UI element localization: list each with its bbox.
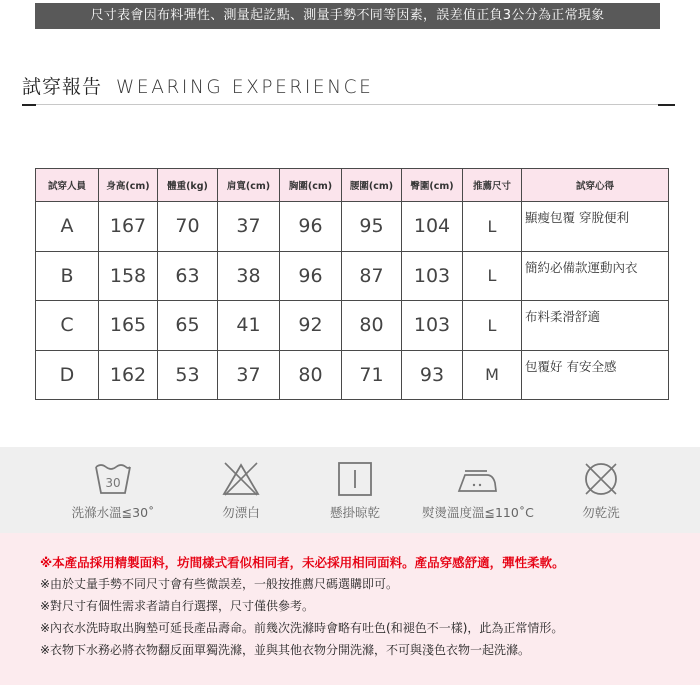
cell-feedback: 布料柔滑舒適	[522, 301, 669, 351]
cell-feedback: 包覆好 有安全感	[522, 350, 669, 400]
cell-height: 162	[99, 350, 158, 400]
cell-shoulder: 37	[218, 350, 280, 400]
header-recommended-size: 推薦尺寸	[463, 169, 522, 202]
no-bleach-icon	[221, 461, 261, 497]
cell-size: L	[463, 251, 522, 301]
cell-waist: 80	[342, 301, 402, 351]
care-label: 懸掛晾乾	[329, 505, 380, 520]
title-divider-accent-left	[22, 104, 36, 106]
cell-tester: D	[36, 350, 99, 400]
cell-size: L	[463, 301, 522, 351]
cell-shoulder: 38	[218, 251, 280, 301]
wash-30-icon	[93, 461, 133, 497]
cell-weight: 63	[158, 251, 218, 301]
cell-hip: 103	[402, 251, 463, 301]
cell-height: 167	[99, 202, 158, 252]
care-label: 熨燙溫度溫≦110˚C	[422, 505, 534, 520]
section-title-zh: 試穿報告	[22, 76, 103, 98]
cell-feedback: 顯瘦包覆 穿脫便利	[522, 202, 669, 252]
care-item-bleach	[186, 461, 296, 521]
care-label: 勿漂白	[222, 505, 260, 520]
cell-weight: 70	[158, 202, 218, 252]
note-washing-pad: ※內衣水洗時取出胸墊可延長產品壽命。前幾次洗滌時會略有吐色(和褪色不一樣)，此為正常情形。	[40, 621, 564, 635]
iron-low-icon	[455, 461, 499, 497]
cell-hip: 103	[402, 301, 463, 351]
header-chest: 胸圍(cm)	[280, 169, 342, 202]
header-tester: 試穿人員	[36, 169, 99, 202]
section-title	[22, 72, 373, 102]
care-label: 勿乾洗	[582, 505, 620, 520]
cell-size: M	[463, 350, 522, 400]
cell-shoulder: 37	[218, 202, 280, 252]
title-divider-accent-right	[658, 104, 675, 106]
cell-size: L	[463, 202, 522, 252]
cell-weight: 65	[158, 301, 218, 351]
header-hip: 臀圍(cm)	[402, 169, 463, 202]
hang-dry-icon	[335, 461, 375, 497]
cell-feedback: 簡約必備款運動內衣	[522, 251, 669, 301]
header-feedback: 試穿心得	[522, 169, 669, 202]
care-label: 洗滌水溫≦30˚	[71, 505, 155, 520]
cell-waist: 95	[342, 202, 402, 252]
cell-chest: 80	[280, 350, 342, 400]
table-row	[36, 301, 669, 351]
table-header-row	[36, 169, 669, 202]
care-item-iron	[422, 461, 532, 521]
table-row	[36, 202, 669, 252]
care-item-wash	[58, 461, 168, 521]
table-row	[36, 251, 669, 301]
section-title-en: WEARING EXPERIENCE	[116, 77, 374, 98]
title-divider	[22, 104, 675, 105]
cell-waist: 87	[342, 251, 402, 301]
size-disclaimer-banner: 尺寸表會因布料彈性、測量起訖點、測量手勢不同等因素，誤差值正負3公分為正常現象	[35, 3, 660, 29]
product-notes	[0, 533, 700, 685]
cell-chest: 96	[280, 251, 342, 301]
table-row	[36, 350, 669, 400]
header-shoulder: 肩寬(cm)	[218, 169, 280, 202]
note-fabric-highlight: ※本產品採用精製面料，坊間樣式看似相同者，未必採用相同面料。產品穿感舒適，彈性柔軟。	[40, 555, 565, 570]
care-item-dryclean	[546, 461, 656, 521]
header-weight: 體重(kg)	[158, 169, 218, 202]
note-washing-separate: ※衣物下水務必將衣物翻反面單獨洗滌，並與其他衣物分開洗滌，不可與淺色衣物一起洗滌。	[40, 643, 531, 657]
cell-waist: 71	[342, 350, 402, 400]
note-size-tolerance: ※由於丈量手勢不同尺寸會有些微誤差，一般按推薦尺碼選購即可。	[40, 577, 399, 591]
wash-temp-text: 30	[105, 476, 121, 490]
wearing-report-table	[35, 168, 669, 400]
cell-tester: C	[36, 301, 99, 351]
cell-chest: 92	[280, 301, 342, 351]
care-instructions	[0, 447, 700, 533]
cell-height: 158	[99, 251, 158, 301]
header-waist: 腰圍(cm)	[342, 169, 402, 202]
note-size-reference: ※對尺寸有個性需求者請自行選擇，尺寸僅供參考。	[40, 599, 315, 613]
cell-hip: 93	[402, 350, 463, 400]
cell-chest: 96	[280, 202, 342, 252]
cell-height: 165	[99, 301, 158, 351]
cell-tester: B	[36, 251, 99, 301]
no-tumble-dry-icon	[581, 461, 621, 497]
header-height: 身高(cm)	[99, 169, 158, 202]
cell-weight: 53	[158, 350, 218, 400]
cell-tester: A	[36, 202, 99, 252]
cell-shoulder: 41	[218, 301, 280, 351]
cell-hip: 104	[402, 202, 463, 252]
care-item-dry	[300, 461, 410, 521]
